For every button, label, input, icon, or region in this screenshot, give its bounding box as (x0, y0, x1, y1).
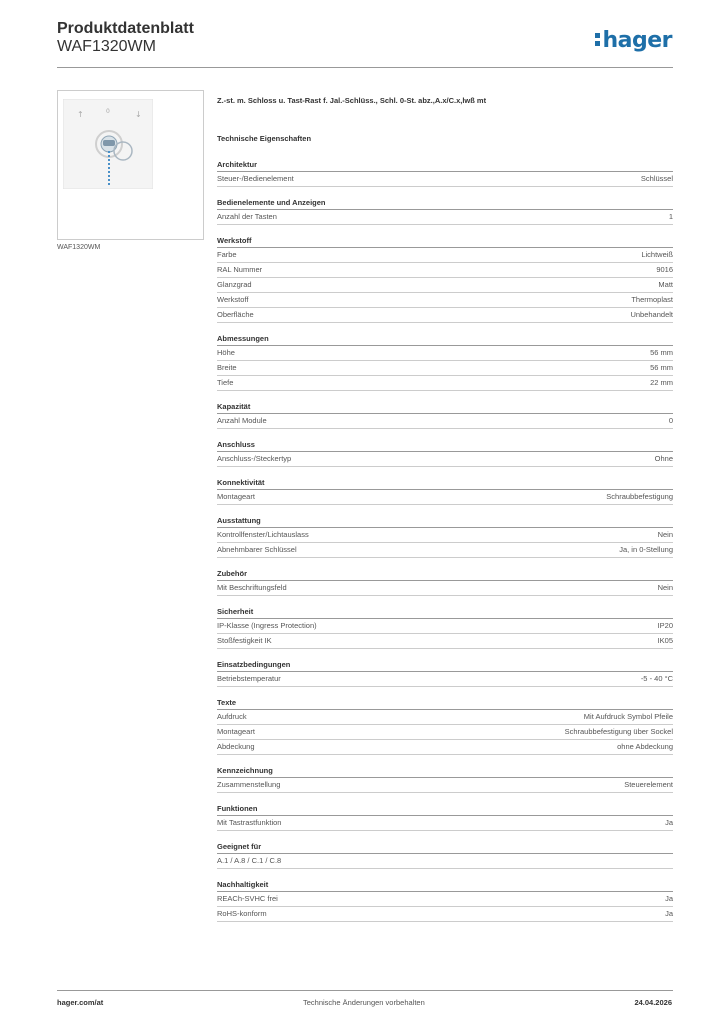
property-label: Tiefe (217, 378, 234, 387)
property-value: 56 mm (650, 348, 673, 357)
technical-data (217, 96, 673, 933)
property-row (217, 907, 673, 922)
property-row (217, 672, 673, 687)
property-row (217, 346, 673, 361)
product-image-caption: WAF1320WM (57, 244, 101, 251)
property-group (217, 478, 673, 505)
property-label: Glanzgrad (217, 280, 252, 289)
property-value: Lichtweiß (641, 250, 673, 259)
group-title: Kennzeichnung (217, 766, 673, 778)
product-image-box (57, 90, 204, 240)
footer-date: 24.04.2026 (634, 998, 672, 1007)
property-label: RoHS-konform (217, 909, 267, 918)
property-label: A.1 / A.8 / C.1 / C.8 (217, 856, 282, 865)
property-label: Montageart (217, 727, 255, 736)
property-group (217, 236, 673, 323)
property-row (217, 308, 673, 323)
property-row (217, 816, 673, 831)
property-value: 1 (668, 212, 673, 221)
property-label: Farbe (217, 250, 237, 259)
property-value: Schlüssel (640, 174, 673, 183)
group-title: Geeignet für (217, 842, 673, 854)
property-value: Nein (657, 583, 673, 592)
property-row (217, 248, 673, 263)
property-label: Mit Tastrastfunktion (217, 818, 282, 827)
svg-text:↓: ↓ (135, 110, 142, 119)
group-title: Texte (217, 698, 673, 710)
svg-text:0: 0 (106, 108, 110, 115)
property-value: Schraubbefestigung über Sockel (564, 727, 673, 736)
product-image (63, 99, 153, 189)
property-value: Matt (658, 280, 673, 289)
property-value: Unbehandelt (630, 310, 673, 319)
property-group (217, 160, 673, 187)
property-row (217, 581, 673, 596)
property-row (217, 210, 673, 225)
property-row (217, 452, 673, 467)
property-row (217, 172, 673, 187)
group-title: Nachhaltigkeit (217, 880, 673, 892)
property-value: Schraubbefestigung (606, 492, 673, 501)
property-group (217, 842, 673, 869)
group-title: Anschluss (217, 440, 673, 452)
property-group (217, 516, 673, 558)
property-row (217, 619, 673, 634)
property-value: Mit Aufdruck Symbol Pfeile (583, 712, 673, 721)
property-value: ohne Abdeckung (617, 742, 673, 751)
property-value: IP20 (657, 621, 673, 630)
footer-website: hager.com/at (57, 998, 104, 1007)
property-row (217, 725, 673, 740)
footer-divider (57, 990, 673, 991)
property-row (217, 263, 673, 278)
property-label: Aufdruck (217, 712, 247, 721)
group-title: Funktionen (217, 804, 673, 816)
group-title: Konnektivität (217, 478, 673, 490)
property-row (217, 490, 673, 505)
property-label: Betriebstemperatur (217, 674, 281, 683)
hager-logo (595, 28, 672, 53)
logo-text: hager (602, 28, 672, 53)
property-label: Anschluss-/Steckertyp (217, 454, 292, 463)
property-value: 56 mm (650, 363, 673, 372)
property-value: Nein (657, 530, 673, 539)
property-label: Breite (217, 363, 237, 372)
group-title: Zubehör (217, 569, 673, 581)
property-label: Anzahl Module (217, 416, 267, 425)
property-group (217, 440, 673, 467)
property-group (217, 569, 673, 596)
property-value: Ja (665, 818, 673, 827)
property-group (217, 804, 673, 831)
group-title: Ausstattung (217, 516, 673, 528)
property-label: Abdeckung (217, 742, 255, 751)
property-group (217, 698, 673, 755)
group-title: Abmessungen (217, 334, 673, 346)
page-title: Produktdatenblatt (57, 20, 194, 37)
product-description: Z.-st. m. Schloss u. Tast-Rast f. Jal.-Schlüss., Schl. 0-St. abz.,A.x/C.x,lwß mt (217, 96, 487, 105)
property-value: 0 (668, 416, 673, 425)
property-row (217, 710, 673, 725)
property-group (217, 607, 673, 649)
property-group (217, 880, 673, 922)
property-row (217, 376, 673, 391)
property-label: Mit Beschriftungsfeld (217, 583, 287, 592)
footer-disclaimer: Technische Änderungen vorbehalten (303, 998, 425, 1007)
group-title: Bedienelemente und Anzeigen (217, 198, 673, 210)
property-label: Stoßfestigkeit IK (217, 636, 272, 645)
group-title: Kapazität (217, 402, 673, 414)
property-label: Werkstoff (217, 295, 249, 304)
property-row (217, 361, 673, 376)
section-heading: Technische Eigenschaften (217, 134, 312, 143)
property-group (217, 660, 673, 687)
group-title: Architektur (217, 160, 673, 172)
property-label: Montageart (217, 492, 255, 501)
product-number: WAF1320WM (57, 38, 156, 55)
property-row (217, 740, 673, 755)
property-row (217, 543, 673, 558)
property-row (217, 414, 673, 429)
property-group (217, 766, 673, 793)
property-row (217, 293, 673, 308)
property-label: Anzahl der Tasten (217, 212, 277, 221)
property-label: Höhe (217, 348, 235, 357)
property-value: Ja (665, 894, 673, 903)
property-value: Ja, in 0-Stellung (619, 545, 673, 554)
property-value: 9016 (656, 265, 673, 274)
property-group (217, 402, 673, 429)
property-row (217, 634, 673, 649)
property-group (217, 334, 673, 391)
property-row (217, 278, 673, 293)
property-label: RAL Nummer (217, 265, 263, 274)
group-title: Sicherheit (217, 607, 673, 619)
property-label: Oberfläche (217, 310, 254, 319)
property-label: Zusammenstellung (217, 780, 281, 789)
property-group (217, 198, 673, 225)
property-label: IP-Klasse (Ingress Protection) (217, 621, 317, 630)
property-value: IK05 (657, 636, 673, 645)
logo-colon-icon (595, 30, 601, 48)
property-value: -5 - 40 °C (640, 674, 673, 683)
property-row (217, 854, 673, 869)
group-title: Werkstoff (217, 236, 673, 248)
property-label: Kontrollfenster/Lichtauslass (217, 530, 309, 539)
svg-text:↑: ↑ (77, 110, 84, 119)
property-label: Steuer-/Bedienelement (217, 174, 294, 183)
property-value: Thermoplast (631, 295, 673, 304)
property-row (217, 892, 673, 907)
property-row (217, 528, 673, 543)
property-label: Abnehmbarer Schlüssel (217, 545, 297, 554)
property-groups (217, 160, 673, 922)
property-value: Ja (665, 909, 673, 918)
group-title: Einsatzbedingungen (217, 660, 673, 672)
header-divider (57, 67, 673, 68)
property-row (217, 778, 673, 793)
property-label: REACh-SVHC frei (217, 894, 278, 903)
property-value: Ohne (654, 454, 673, 463)
property-value: 22 mm (650, 378, 673, 387)
property-value: Steuerelement (624, 780, 673, 789)
